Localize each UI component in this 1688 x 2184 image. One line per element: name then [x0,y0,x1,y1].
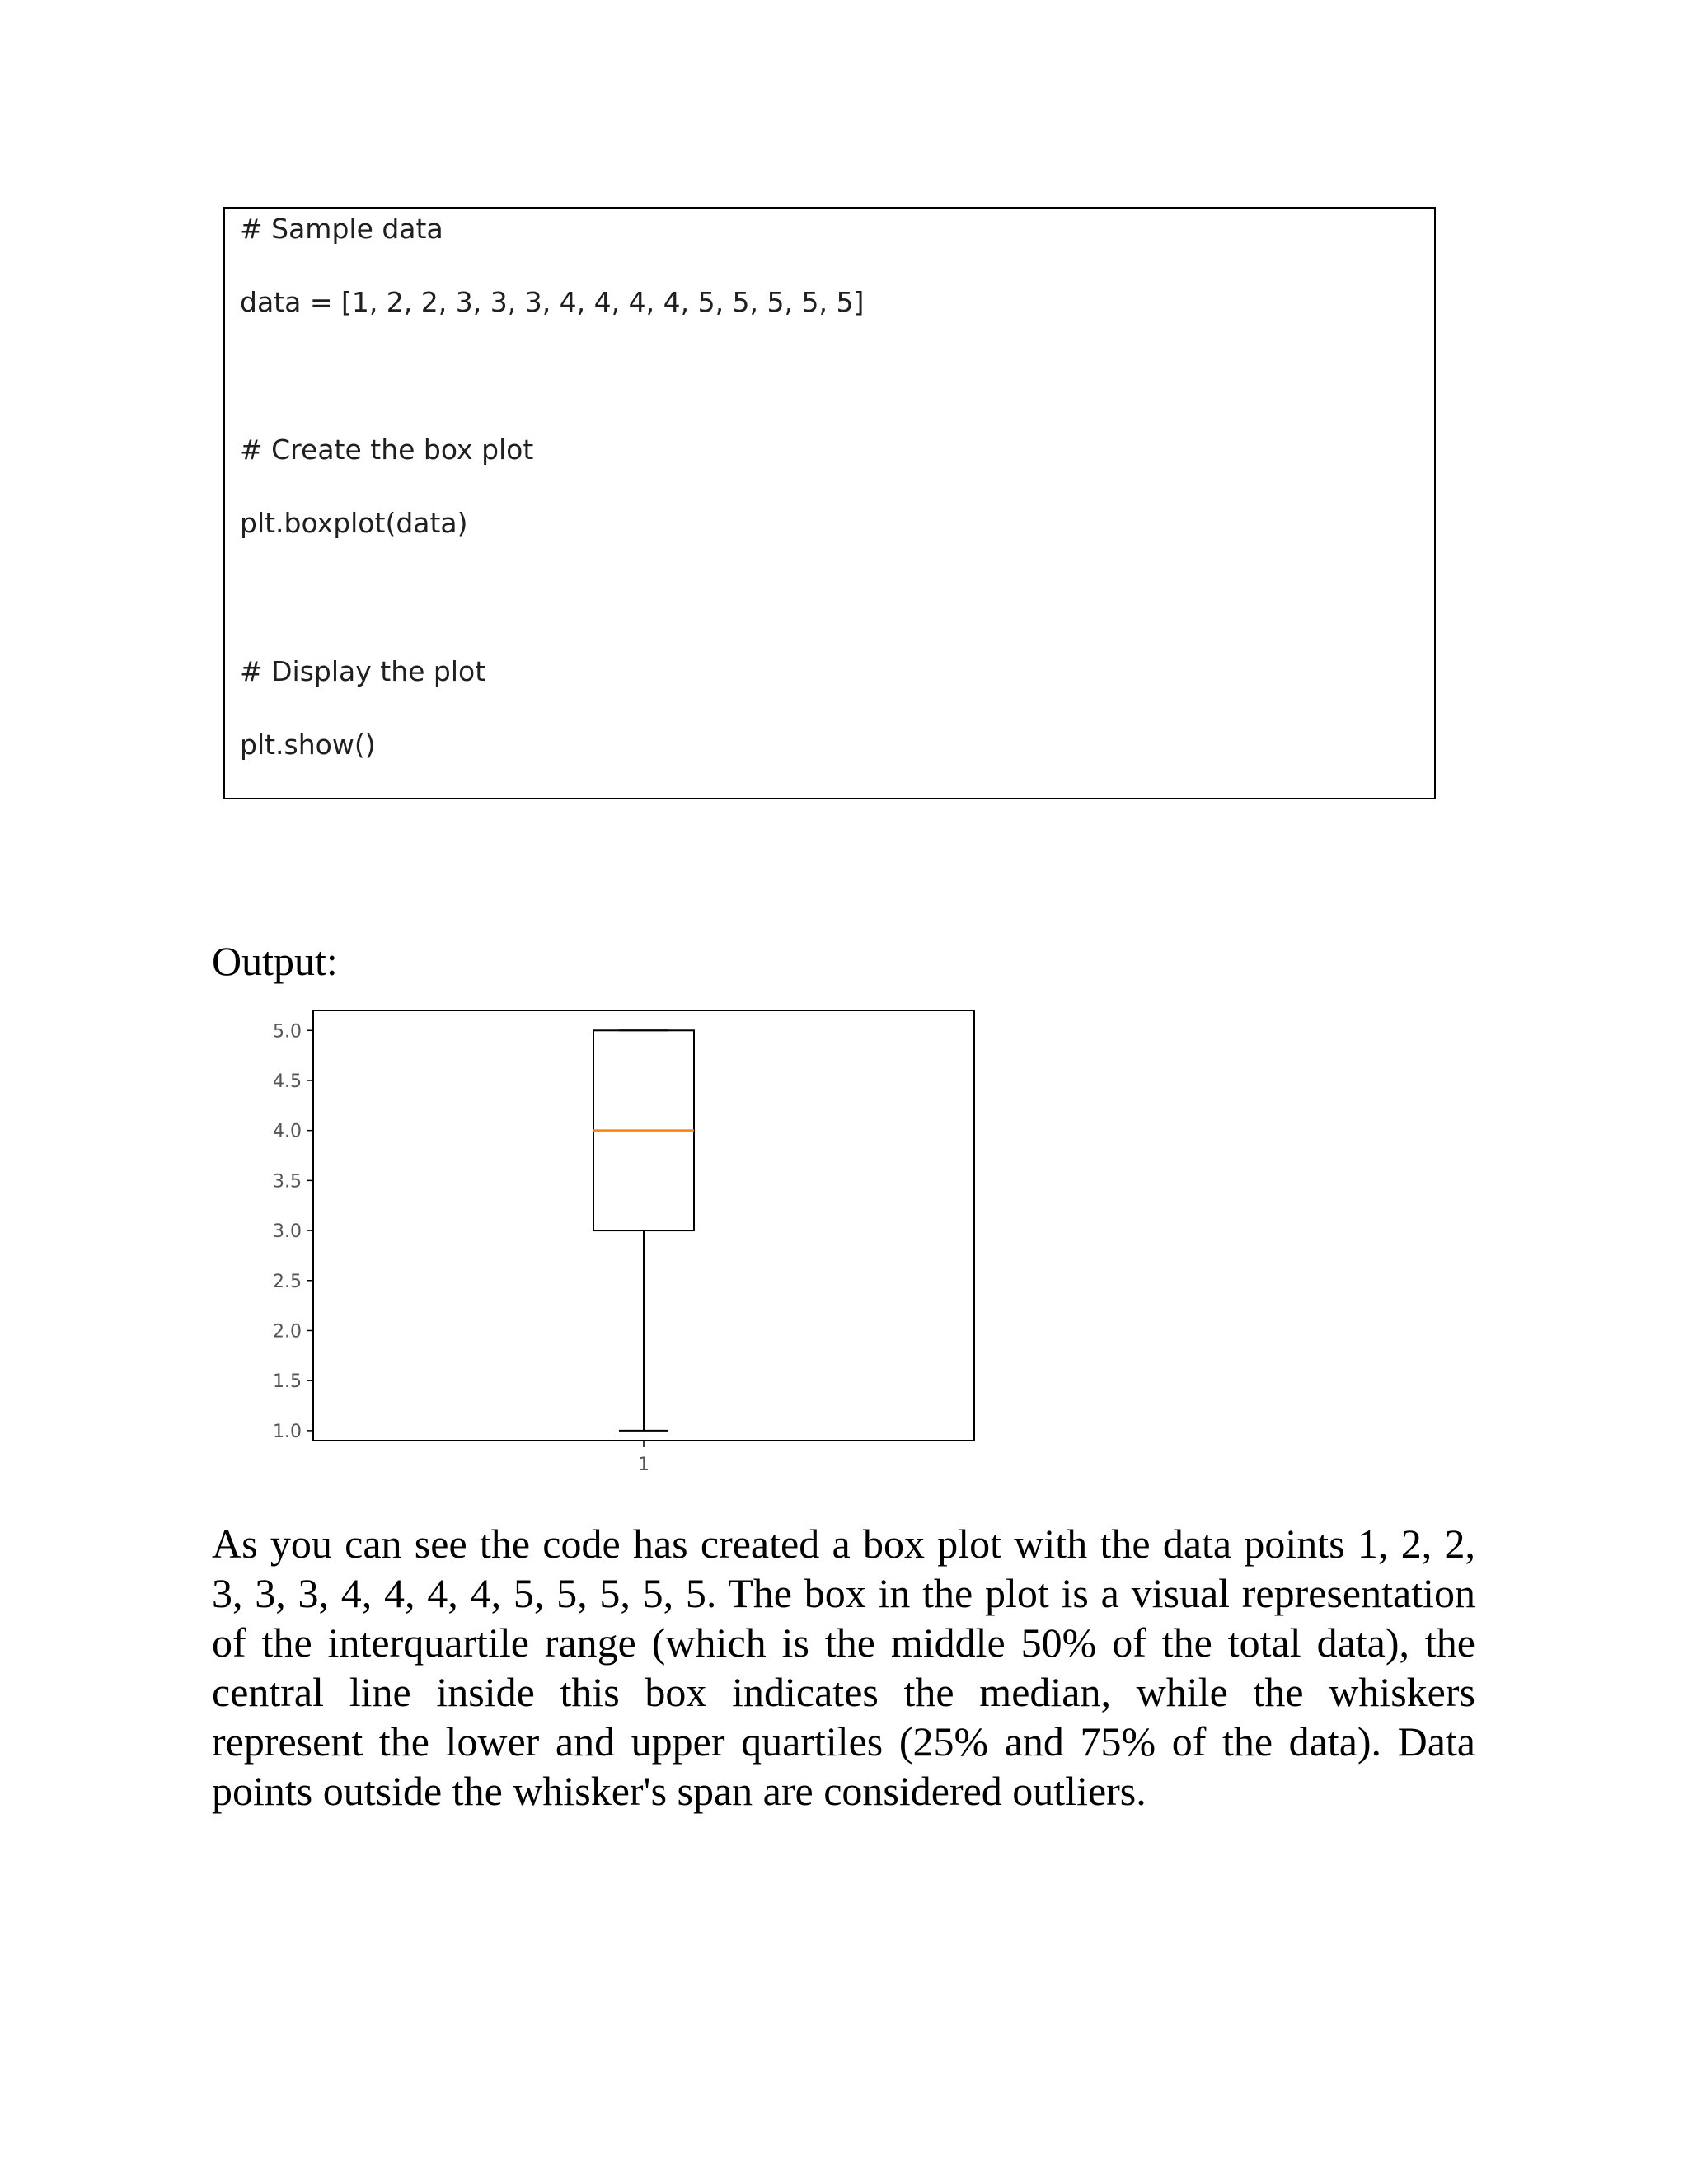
y-tick-label: 4.0 [273,1121,302,1142]
box-plot-chart [247,1004,989,1498]
code-comment-sample-data: # Sample data [240,213,443,245]
code-boxplot-call: plt.boxplot(data) [240,507,468,539]
y-tick-label: 5.0 [273,1021,302,1043]
y-tick-label: 2.5 [273,1271,302,1292]
x-tick-label: 1 [638,1455,649,1475]
y-tick-label: 3.5 [273,1171,302,1193]
y-tick-label: 2.0 [273,1321,302,1343]
code-data-assignment: data = [1, 2, 2, 3, 3, 3, 4, 4, 4, 4, 5, 5, 5, 5, 5] [240,286,865,318]
code-show-call: plt.show() [240,729,376,761]
code-block [223,207,1436,799]
y-tick-label: 3.0 [273,1221,302,1243]
explanation-paragraph: As you can see the code has created a box plot with the data points 1, 2, 2, 3, 3, 3, 4, 4, 4, 4, 5, 5, 5, 5, 5. The box in the plot is a visual representation of the interquartile range (which is the middle 50% of the total data), the central line inside this box indicates the median, while the whiskers represent the lower and upper quartiles (25% and 75% of the data). Data points outside the whisker's span are considered outliers. [212,1521,1475,1814]
y-tick-label: 1.0 [273,1421,302,1442]
code-comment-create-plot: # Create the box plot [240,434,534,466]
code-comment-display-plot: # Display the plot [240,655,486,687]
y-tick-label: 1.5 [273,1371,302,1393]
output-label: Output: [212,938,338,984]
y-tick-label: 4.5 [273,1071,302,1092]
